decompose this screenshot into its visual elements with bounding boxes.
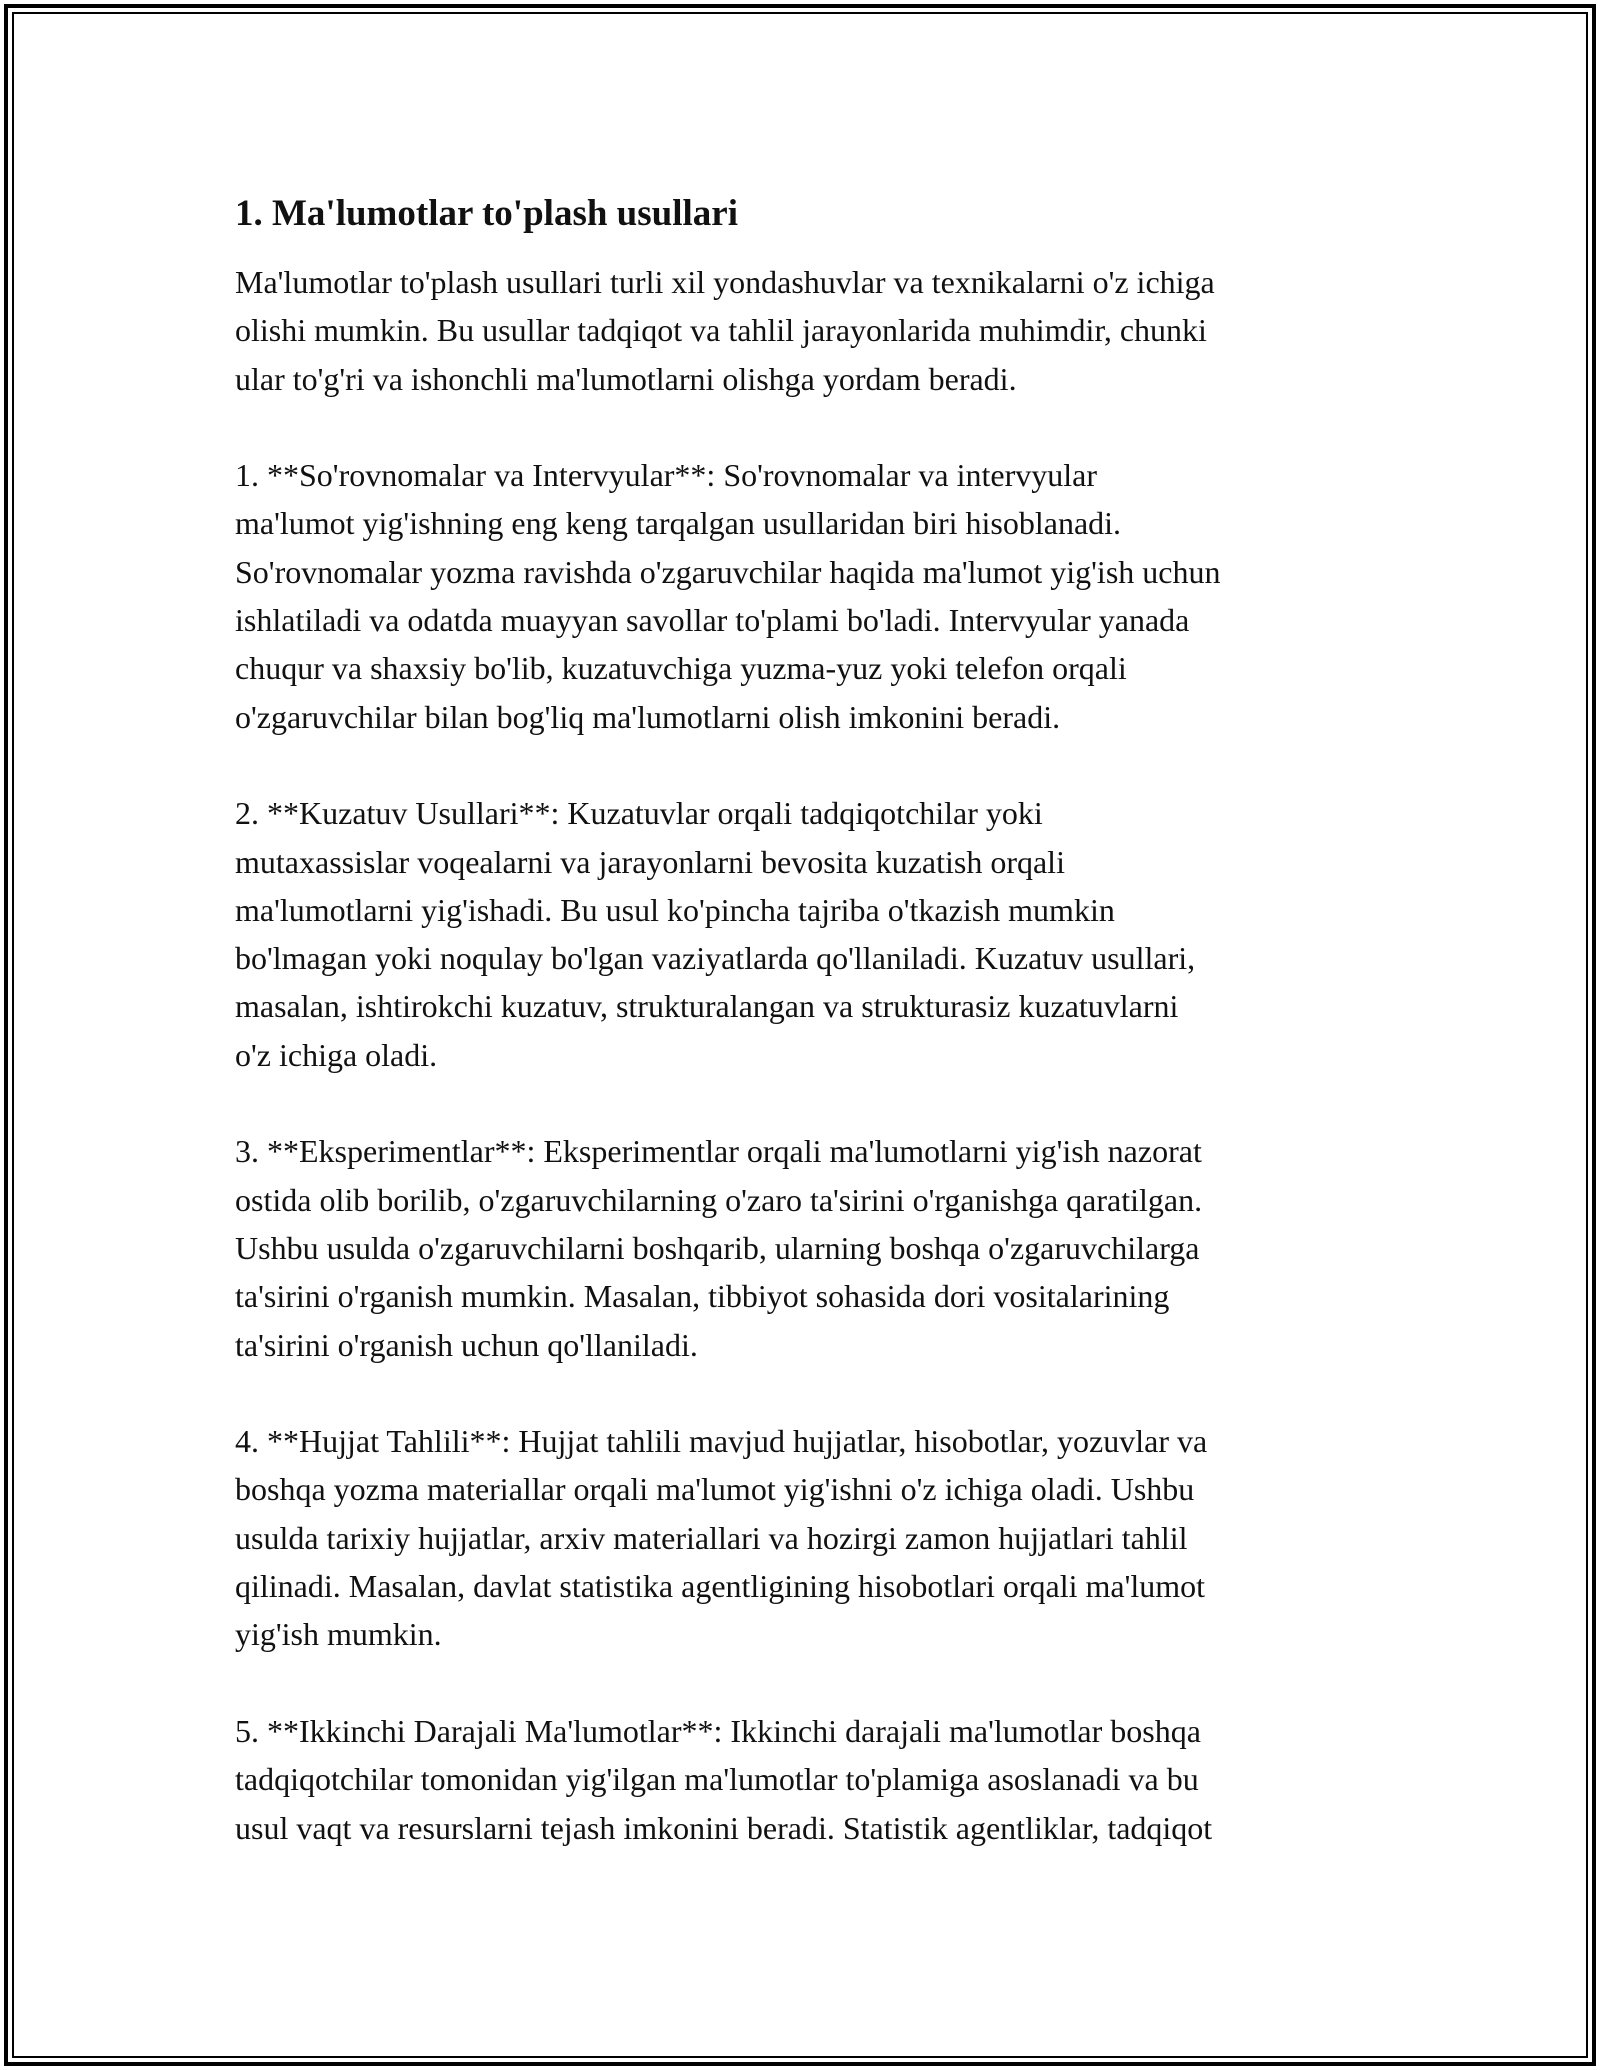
text-line: usulda tarixiy hujjatlar, arxiv materiallari va hozirgi zamon hujjatlari tahlil xyxy=(235,1519,1188,1556)
text-line: olishi mumkin. Bu usullar tadqiqot va tahlil jarayonlarida muhimdir, chunki xyxy=(235,312,1207,349)
text-line: 2. **Kuzatuv Usullari**: Kuzatuvlar orqali tadqiqotchilar yoki xyxy=(235,795,1043,832)
text-line: 1. **So'rovnomalar va Intervyular**: So'rovnomalar va intervyular xyxy=(235,457,1097,494)
text-line: boshqa yozma materiallar orqali ma'lumot yig'ishni o'z ichiga oladi. Ushbu xyxy=(235,1471,1195,1508)
intro-paragraph xyxy=(235,258,1380,403)
text-line: bo'lmagan yoki noqulay bo'lgan vaziyatlarda qo'llaniladi. Kuzatuv usullari, xyxy=(235,940,1196,977)
text-line: ta'sirini o'rganish mumkin. Masalan, tibbiyot sohasida dori vositalarining xyxy=(235,1278,1170,1315)
method-paragraph-experiments xyxy=(235,1127,1380,1368)
text-line: 3. **Eksperimentlar**: Eksperimentlar orqali ma'lumotlarni yig'ish nazorat xyxy=(235,1133,1202,1170)
method-paragraph-observation xyxy=(235,789,1380,1079)
text-line: masalan, ishtirokchi kuzatuv, strukturalangan va strukturasiz kuzatuvlarni xyxy=(235,988,1179,1025)
text-line: chuqur va shaxsiy bo'lib, kuzatuvchiga yuzma-yuz yoki telefon orqali xyxy=(235,650,1127,687)
document-body xyxy=(235,188,1380,1900)
text-line: ma'lumotlarni yig'ishadi. Bu usul ko'pincha tajriba o'tkazish mumkin xyxy=(235,891,1115,928)
text-line: mutaxassislar voqealarni va jarayonlarni bevosita kuzatish orqali xyxy=(235,843,1065,880)
text-line: usul vaqt va resurslarni tejash imkonini beradi. Statistik agentliklar, tadqiqot xyxy=(235,1809,1213,1846)
text-line: ta'sirini o'rganish uchun qo'llaniladi. xyxy=(235,1326,698,1363)
text-line: ishlatiladi va odatda muayyan savollar to'plami bo'ladi. Intervyular yanada xyxy=(235,602,1190,639)
text-line: o'zgaruvchilar bilan bog'liq ma'lumotlarni olish imkonini beradi. xyxy=(235,698,1061,735)
method-paragraph-document-analysis xyxy=(235,1417,1380,1658)
method-paragraph-secondary-data xyxy=(235,1707,1380,1852)
text-line: Ushbu usulda o'zgaruvchilarni boshqarib, ularning boshqa o'zgaruvchilarga xyxy=(235,1229,1200,1266)
text-line: tadqiqotchilar tomonidan yig'ilgan ma'lumotlar to'plamiga asoslanadi va bu xyxy=(235,1761,1199,1798)
text-line: o'z ichiga oladi. xyxy=(235,1036,438,1073)
text-line: 4. **Hujjat Tahlili**: Hujjat tahlili mavjud hujjatlar, hisobotlar, yozuvlar va xyxy=(235,1423,1208,1460)
text-line: ma'lumot yig'ishning eng keng tarqalgan usullaridan biri hisoblanadi. xyxy=(235,505,1122,542)
method-paragraph-surveys xyxy=(235,451,1380,741)
section-heading: 1. Ma'lumotlar to'plash usullari xyxy=(235,193,738,234)
text-line: ostida olib borilib, o'zgaruvchilarning o'zaro ta'sirini o'rganishga qaratilgan. xyxy=(235,1181,1203,1218)
text-line: 5. **Ikkinchi Darajali Ma'lumotlar**: Ikkinchi darajali ma'lumotlar boshqa xyxy=(235,1712,1201,1749)
text-line: yig'ish mumkin. xyxy=(235,1616,442,1653)
text-line: Ma'lumotlar to'plash usullari turli xil yondashuvlar va texnikalarni o'z ichiga xyxy=(235,264,1215,300)
text-line: ular to'g'ri va ishonchli ma'lumotlarni olishga yordam beradi. xyxy=(235,360,1017,397)
text-line: qilinadi. Masalan, davlat statistika agentligining hisobotlari orqali ma'lumot xyxy=(235,1568,1206,1605)
text-line: So'rovnomalar yozma ravishda o'zgaruvchilar haqida ma'lumot yig'ish uchun xyxy=(235,553,1221,590)
